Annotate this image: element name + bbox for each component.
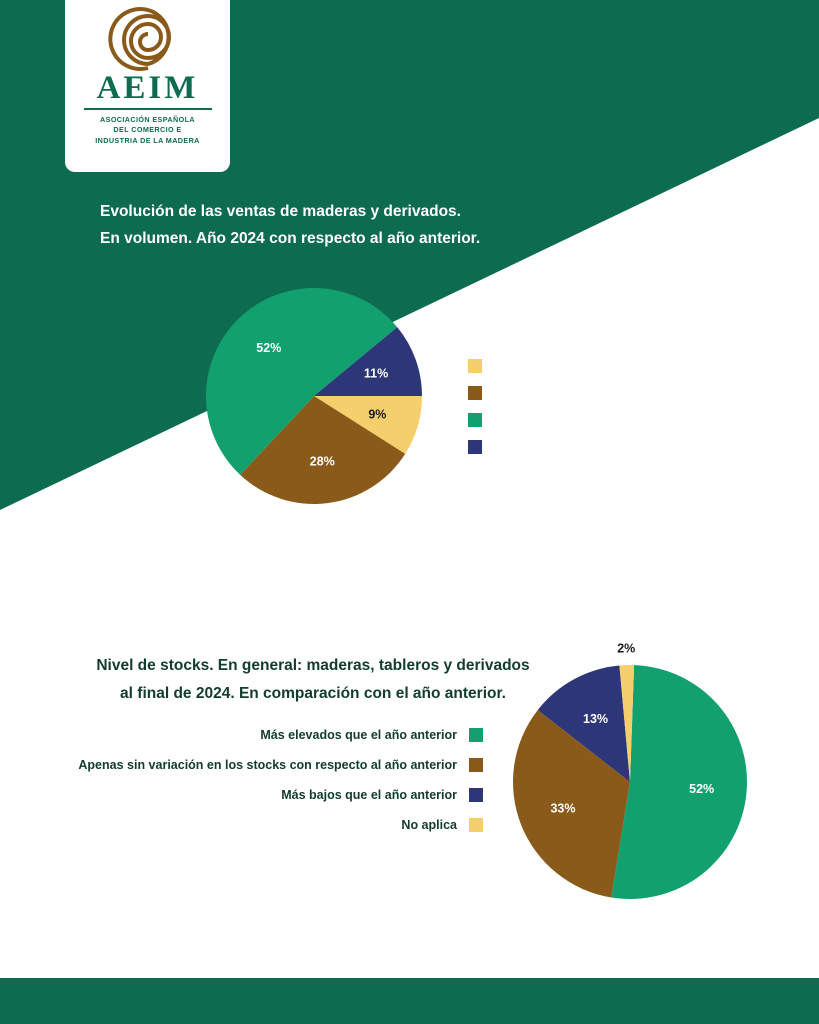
legend-swatch-navy <box>468 440 482 454</box>
legend-item <box>78 780 483 810</box>
sales-chart-title-line-1: Evolución de las ventas de maderas y derivados. <box>100 203 461 220</box>
stock-chart-title <box>78 652 548 708</box>
pie-slice-label: 11% <box>363 366 389 381</box>
legend-swatch-brown <box>468 386 482 400</box>
legend-swatch-teal <box>468 413 482 427</box>
legend-item <box>468 406 652 433</box>
sales-chart-title <box>100 198 660 252</box>
logo-divider <box>84 108 212 110</box>
legend-swatch-navy <box>469 788 483 802</box>
pie-slice-label: 2% <box>617 641 636 656</box>
pie-slice-label: 52% <box>689 782 715 797</box>
pie-slice-label: 13% <box>583 711 609 726</box>
stock-chart-title-line-1: Nivel de stocks. En general: maderas, tableros y derivados <box>96 657 530 674</box>
legend-label: No aplica <box>401 818 457 832</box>
sales-chart-title-line-2: En volumen. Año 2024 con respecto al año anterior. <box>100 230 481 248</box>
legend-swatch-teal <box>469 728 483 742</box>
pie-slice-label: 9% <box>368 407 387 422</box>
stock-chart-title-line-2: al final de 2024. En comparación con el año anterior. <box>120 684 506 702</box>
legend-label: Aumento hasta un 10% <box>492 385 630 400</box>
aeim-spiral-icon <box>88 8 208 70</box>
pie-slice-label: 28% <box>309 454 335 469</box>
legend-label: Apenas sin variación en los stocks con respecto al año anterior <box>78 758 457 772</box>
legend-swatch-yellow <box>469 818 483 832</box>
legend-swatch-yellow <box>468 359 482 373</box>
sales-pie-chart <box>203 285 425 507</box>
legend-label: Descenso hasta un 10% <box>492 439 635 454</box>
legend-label: Semejante al año anterior <box>492 412 645 427</box>
stock-pie-chart <box>512 641 752 902</box>
legend-item <box>468 352 652 379</box>
legend-item <box>468 379 652 406</box>
pie-slice-label: 33% <box>550 801 576 816</box>
background-green-footer-strip <box>0 978 819 1024</box>
aeim-logo <box>65 0 230 172</box>
legend-item <box>78 720 483 750</box>
logo-subtitle-line-3: INDUSTRIA DE LA MADERA <box>95 135 200 145</box>
logo-subtitle-line-1: ASOCIACIÓN ESPAÑOLA <box>100 115 195 124</box>
legend-item <box>78 810 483 840</box>
legend-item <box>78 750 483 780</box>
logo-subtitle <box>95 115 200 146</box>
aeim-wordmark: AEIM <box>96 70 199 106</box>
logo-subtitle-line-2: DEL COMERCIO E <box>113 125 182 135</box>
pie-slice-label: 52% <box>256 340 282 355</box>
legend-label: Más elevados que el año anterior <box>260 728 457 742</box>
sales-chart-legend <box>468 352 652 460</box>
legend-item <box>468 433 652 460</box>
stock-chart-legend <box>78 720 483 840</box>
legend-swatch-brown <box>469 758 483 772</box>
legend-label: Aumento mayor de un 10% <box>492 358 653 373</box>
legend-label: Más bajos que el año anterior <box>281 788 457 802</box>
